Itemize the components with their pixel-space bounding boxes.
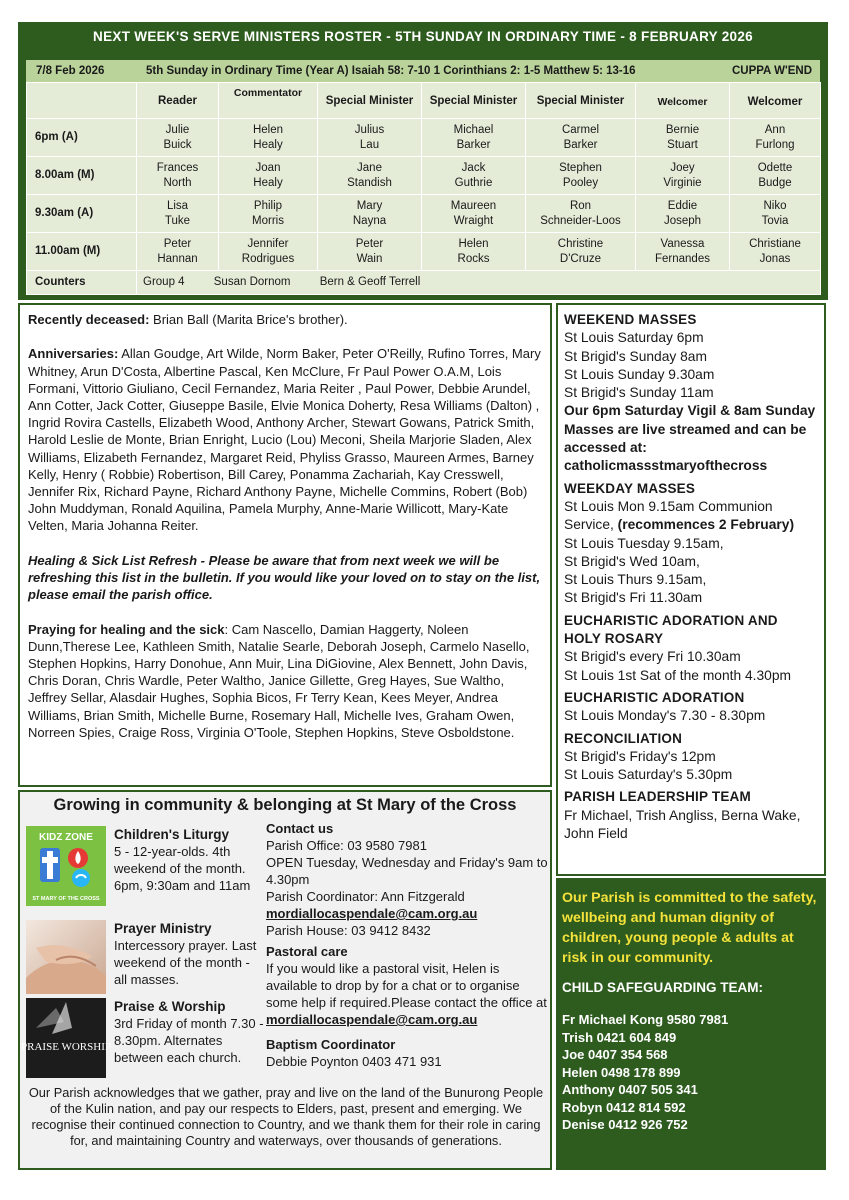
praise-worship-text bbox=[114, 998, 264, 1066]
roster-cell bbox=[422, 157, 526, 195]
praise-worship-desc: 3rd Friday of month 7.30 - 8.30pm. Alternates between each church. bbox=[114, 1016, 264, 1065]
counters-name: Bern & Geoff Terrell bbox=[319, 276, 421, 288]
roster-cell bbox=[526, 119, 636, 157]
first-name: Peter bbox=[355, 237, 384, 250]
roster-cell bbox=[422, 195, 526, 233]
livestream-note: Our 6pm Saturday Vigil & 8am Sunday Masses are live streamed and can be accessed at: catholicmassstmaryofthecross bbox=[564, 403, 816, 474]
counters-label: Counters bbox=[27, 271, 137, 295]
deceased-text: Brian Ball (Marita Brice's brother). bbox=[149, 312, 348, 327]
last-name: Pooley bbox=[562, 176, 599, 189]
communion-service: St Louis Mon 9.15am Communion Service, bbox=[564, 498, 773, 533]
col-header: Commentator bbox=[219, 83, 318, 119]
list-item: St Louis Thurs 9.15am, bbox=[564, 572, 707, 588]
svg-text:KIDZ ZONE: KIDZ ZONE bbox=[39, 832, 93, 843]
list-item: St Brigid's Fri 11.30am bbox=[564, 590, 703, 606]
mass-time: 9.30am (A) bbox=[27, 195, 137, 233]
first-name: Jack bbox=[461, 161, 486, 174]
table-row bbox=[27, 195, 821, 233]
adoration-rosary-heading: EUCHARISTIC ADORATION AND HOLY ROSARY bbox=[564, 612, 778, 647]
roster-cell bbox=[422, 233, 526, 271]
list-item: St Brigid's Wed 10am, bbox=[564, 553, 700, 569]
pastoral-care-text: If you would like a pastoral visit, Helen is available to drop by for a chat or to organise some help if required.Please contact the office at bbox=[266, 961, 547, 1010]
list-item: Fr Michael Kong 9580 7981 bbox=[562, 1012, 729, 1027]
parish-coordinator: Parish Coordinator: Ann Fitzgerald bbox=[266, 889, 465, 904]
pastoral-care-heading: Pastoral care bbox=[266, 944, 348, 959]
last-name: Jonas bbox=[759, 252, 791, 265]
roster-header-row bbox=[27, 83, 821, 119]
childrens-liturgy-desc: 5 - 12-year-olds. 4th weekend of the month. 6pm, 9:30am and 11am bbox=[114, 844, 251, 893]
roster-table bbox=[26, 82, 821, 295]
cuppa-weekend: CUPPA W'END bbox=[731, 65, 812, 77]
leadership-team: Fr Michael, Trish Angliss, Berna Wake, John Field bbox=[564, 807, 801, 842]
col-header: Special Minister bbox=[422, 83, 526, 119]
first-name: Jennifer bbox=[247, 237, 289, 250]
first-name: Niko bbox=[763, 199, 787, 212]
list-item: St Brigid's Friday's 12pm bbox=[564, 748, 716, 764]
roster-cell bbox=[137, 119, 219, 157]
leadership-heading: PARISH LEADERSHIP TEAM bbox=[564, 789, 751, 805]
first-name: Bernie bbox=[665, 123, 700, 136]
country-acknowledgement: Our Parish acknowledges that we gather, pray and live on the land of the Bunurong People of the Kulin nation, and pay our respects to Elders, past, present and emerging. We recognise their continued connection to Country, and we thank them for their role in caring for, and maintaining Country and waterways, over thousands of generations. bbox=[28, 1085, 544, 1148]
roster-cell bbox=[219, 195, 318, 233]
roster-cell bbox=[730, 195, 821, 233]
prayer-ministry-title: Prayer Ministry bbox=[114, 921, 212, 936]
last-name: Healy bbox=[253, 176, 283, 189]
list-item: Trish 0421 604 849 bbox=[562, 1029, 677, 1045]
last-name: Tuke bbox=[164, 214, 191, 227]
col-header: Welcomer bbox=[730, 83, 821, 119]
kidz-zone-logo bbox=[26, 826, 106, 906]
last-name: Wain bbox=[356, 252, 383, 265]
first-name: Christiane bbox=[749, 237, 801, 250]
last-name: Barker bbox=[456, 138, 491, 151]
list-item: Helen 0498 178 899 bbox=[562, 1064, 681, 1080]
masses-panel bbox=[556, 303, 826, 876]
roster-cell bbox=[636, 195, 730, 233]
last-name: Standish bbox=[347, 176, 392, 189]
last-name: Nayna bbox=[352, 214, 387, 227]
roster-cell bbox=[526, 157, 636, 195]
roster-cell bbox=[219, 119, 318, 157]
last-name: Budge bbox=[758, 176, 792, 189]
list-item: St Brigid's every Fri 10.30am bbox=[564, 649, 741, 665]
community-panel bbox=[18, 790, 552, 1170]
first-name: Eddie bbox=[667, 199, 698, 212]
roster-cell bbox=[730, 119, 821, 157]
safeguarding-commitment: Our Parish is committed to the safety, wellbeing and human dignity of children, young people & adults at risk in our community. bbox=[562, 890, 817, 966]
roster-cell bbox=[137, 195, 219, 233]
prayer-ministry-desc: Intercessory prayer. Last weekend of the month - all masses. bbox=[114, 938, 257, 987]
first-name: Helen bbox=[252, 123, 284, 136]
last-name: Virginie bbox=[663, 176, 702, 189]
anniversaries-label: Anniversaries: bbox=[28, 346, 119, 362]
last-name: Guthrie bbox=[454, 176, 493, 189]
healing-refresh-notice: Healing & Sick List Refresh - Please be aware that from next week we will be refreshing this list in the bulletin. If you would like your loved on to stay on the list, please email the parish office. bbox=[28, 552, 541, 603]
roster-cell bbox=[526, 195, 636, 233]
community-title: Growing in community & belonging at St Mary of the Cross bbox=[53, 796, 517, 814]
first-name: Carmel bbox=[561, 123, 600, 136]
roster-cell bbox=[636, 119, 730, 157]
hands-photo bbox=[26, 920, 106, 994]
first-name: Stephen bbox=[559, 161, 602, 174]
list-item: St Louis Saturday's 5.30pm bbox=[564, 767, 733, 783]
last-name: Wraight bbox=[453, 214, 494, 227]
first-name: Jane bbox=[357, 161, 382, 174]
reconciliation-heading: RECONCILIATION bbox=[564, 730, 683, 746]
praise-worship-logo bbox=[21, 998, 111, 1078]
col-header: Special Minister bbox=[526, 83, 636, 119]
roster-readings-bar bbox=[26, 60, 820, 82]
parish-office-phone: Parish Office: 03 9580 7981 bbox=[266, 838, 427, 853]
first-name: Joey bbox=[670, 161, 695, 174]
roster-cell bbox=[318, 233, 422, 271]
baptism-contact: Debbie Poynton 0403 471 931 bbox=[266, 1054, 442, 1069]
mass-time: 8.00am (M) bbox=[27, 157, 137, 195]
roster-cell bbox=[526, 233, 636, 271]
roster-cell bbox=[318, 195, 422, 233]
office-hours: OPEN Tuesday, Wednesday and Friday's 9am to 4.30pm bbox=[266, 855, 548, 887]
first-name: Michael bbox=[453, 123, 494, 136]
roster-cell bbox=[730, 157, 821, 195]
list-item: St Brigid's Sunday 11am bbox=[564, 385, 714, 401]
notices-panel bbox=[18, 303, 552, 787]
mass-time: 6pm (A) bbox=[27, 119, 137, 157]
last-name: Hannan bbox=[157, 252, 198, 265]
first-name: Julius bbox=[354, 123, 385, 136]
roster-inner bbox=[26, 60, 820, 295]
first-name: Ann bbox=[764, 123, 786, 136]
counters-group: Group 4 bbox=[143, 276, 185, 288]
list-item: St Louis Monday's 7.30 - 8.30pm bbox=[564, 708, 766, 724]
last-name: Joseph bbox=[663, 214, 702, 227]
counters-name: Susan Dornom bbox=[213, 276, 291, 288]
table-row bbox=[27, 157, 821, 195]
first-name: Vanessa bbox=[660, 237, 705, 250]
baptism-heading: Baptism Coordinator bbox=[266, 1037, 396, 1052]
safeguarding-team-heading: CHILD SAFEGUARDING TEAM: bbox=[562, 980, 763, 995]
last-name: Schneider-Loos bbox=[540, 214, 621, 227]
first-name: Christine bbox=[557, 237, 604, 250]
roster-cell bbox=[636, 157, 730, 195]
anniversaries bbox=[28, 345, 542, 534]
pastoral-email-link[interactable]: mordiallocaspendale@cam.org.au bbox=[266, 1012, 478, 1027]
roster-readings: 5th Sunday in Ordinary Time (Year A) Isaiah 58: 7-10 1 Corinthians 2: 1-5 Matthew 5: 13-16 bbox=[146, 65, 636, 77]
svg-text:PRAISE WORSHIP: PRAISE WORSHIP bbox=[21, 1041, 111, 1053]
first-name: Mary bbox=[356, 199, 383, 212]
roster-cell bbox=[636, 233, 730, 271]
roster-cell bbox=[730, 233, 821, 271]
recently-deceased bbox=[28, 311, 542, 328]
safeguarding-panel bbox=[556, 878, 826, 1170]
col-header: Welcomer bbox=[636, 83, 730, 119]
roster-cell bbox=[318, 157, 422, 195]
childrens-liturgy-text bbox=[114, 826, 264, 894]
deceased-label: Recently deceased: bbox=[28, 312, 150, 327]
roster-title: NEXT WEEK'S SERVE MINISTERS ROSTER - 5TH SUNDAY IN ORDINARY TIME - 8 FEBRUARY 2026 bbox=[93, 29, 753, 44]
counters-cell bbox=[137, 271, 821, 295]
roster-date: 7/8 Feb 2026 bbox=[36, 65, 105, 77]
svg-text:ST MARY OF THE CROSS: ST MARY OF THE CROSS bbox=[32, 896, 100, 902]
list-item: Joe 0407 354 568 bbox=[562, 1047, 668, 1062]
last-name: Morris bbox=[252, 214, 284, 227]
first-name: Helen bbox=[458, 237, 489, 250]
first-name: Maureen bbox=[450, 199, 497, 212]
parish-house-phone: Parish House: 03 9412 8432 bbox=[266, 923, 431, 938]
first-name: Julie bbox=[165, 123, 190, 136]
list-item: St Louis Sunday 9.30am bbox=[564, 366, 715, 382]
first-name: Joan bbox=[255, 161, 281, 174]
list-item: St Brigid's Sunday 8am bbox=[564, 348, 707, 364]
roster-cell bbox=[219, 157, 318, 195]
last-name: Barker bbox=[563, 138, 598, 151]
roster-cell bbox=[219, 233, 318, 271]
col-header: Reader bbox=[137, 83, 219, 119]
last-name: Rodrigues bbox=[241, 252, 295, 265]
childrens-liturgy-title: Children's Liturgy bbox=[114, 827, 229, 842]
roster-cell bbox=[137, 233, 219, 271]
col-header: Special Minister bbox=[318, 83, 422, 119]
last-name: Healy bbox=[253, 138, 283, 151]
contact-section bbox=[266, 818, 550, 1070]
list-item bbox=[564, 498, 818, 535]
anniversaries-text: Allan Goudge, Art Wilde, Norm Baker, Peter O'Reilly, Rufino Torres, Mary Whitney, Arun D'Costa, Albertine Pascal, Ken McClure, Fr Paul Power O.A.M, Lois Formani, Vittorio Giuliano, Cecil Fernandez, Maria Reiter , Paul Power, Debbie Arundel, Ann Cotter, Jack Cotter, Giuseppe Basile, Elvie Monica Doherty, Resa Williams (Dalton) , Ingrid Rovira Castells, Elizabeth Wood, Anthony Archer, Stewart Gowans, Patrick Smith, Harold Leslie de Monte, Brian Enright, Lucio (Lou) Meconi, Sheila Marjorie Sladen, Alex Williams, Elizabeth Fernandez, Margaret Reid, Phyliss Grasso, Maureen Armes, Barney Kelly, Henry ( Robbie) Robertison, Bill Carey, Ponamma Zachariah, Kay Cresswell, Jennifer Rix, Richard Payne, Richard Anthony Payne, Michelle Commins, Robert (Bob) John Muddyman, Ronald Aquilina, Pamela Murphy, Anne-Marie Willicott, Mary-Kate Velten, Maria Johanna Reiter. bbox=[28, 346, 541, 534]
list-item: St Louis Saturday 6pm bbox=[564, 330, 704, 346]
last-name: Fernandes bbox=[655, 252, 710, 265]
list-item: St Louis 1st Sat of the month 4.30pm bbox=[564, 667, 792, 683]
last-name: Lau bbox=[359, 138, 380, 151]
last-name: Rocks bbox=[457, 252, 490, 265]
last-name: North bbox=[163, 176, 192, 189]
list-item: Denise 0412 926 752 bbox=[562, 1117, 688, 1132]
last-name: Stuart bbox=[667, 138, 698, 151]
counters-row bbox=[27, 271, 821, 295]
first-name: Philip bbox=[253, 199, 283, 212]
weekday-masses-heading: WEEKDAY MASSES bbox=[564, 480, 696, 496]
sick-list bbox=[28, 621, 542, 741]
list-item: Anthony 0407 505 341 bbox=[562, 1082, 698, 1097]
weekend-masses-heading: WEEKEND MASSES bbox=[564, 312, 697, 327]
roster-cell bbox=[422, 119, 526, 157]
prayer-ministry-text bbox=[114, 920, 264, 988]
roster-panel bbox=[18, 22, 828, 300]
first-name: Lisa bbox=[166, 199, 189, 212]
roster-cell bbox=[137, 157, 219, 195]
mass-time: 11.00am (M) bbox=[27, 233, 137, 271]
adoration-heading: EUCHARISTIC ADORATION bbox=[564, 689, 745, 705]
first-name: Odette bbox=[757, 161, 793, 174]
first-name: Frances bbox=[156, 161, 199, 174]
table-row bbox=[27, 119, 821, 157]
contact-heading: Contact us bbox=[266, 821, 334, 836]
last-name: Buick bbox=[163, 138, 192, 151]
first-name: Ron bbox=[569, 199, 592, 212]
first-name: Peter bbox=[163, 237, 192, 250]
sick-label: Praying for healing and the sick bbox=[28, 621, 225, 637]
recommence-note: (recommences 2 February) bbox=[617, 517, 795, 533]
last-name: Tovia bbox=[761, 214, 789, 227]
list-item: Robyn 0412 814 592 bbox=[562, 1099, 686, 1115]
sick-text: : Cam Nascello, Damian Haggerty, Noleen Dunn,Therese Lee, Kathleen Smith, Natalie Searle, Deborah Joseph, Carmelo Nasello, Stephen Hopkins, Harry Donohue, Ann Muir, Lina DiGiovine, Alex Bennett, John Davis, Chris Doran, Chris Wardle, Peter Waltho, Janice Gillette, Greg Hayes, Sue Waltho, Jeffrey Sellar, Alasdair Hughes, Sophia Bicos, Fr Terry Kean, Kees Meyer, Andrea Williams, Brian Smith, Michelle Burne, Rosemary Hall, Michelle Ives, Graham Owen, Norreen Spies, Craige Ross, Virginia O'Toole, Stephen Hopkins, Steve Osboldstone. bbox=[28, 621, 530, 740]
list-item: St Louis Tuesday 9.15am, bbox=[564, 535, 724, 551]
praise-worship-title: Praise & Worship bbox=[114, 999, 226, 1014]
table-row bbox=[27, 233, 821, 271]
last-name: D'Cruze bbox=[559, 252, 602, 265]
last-name: Furlong bbox=[755, 138, 795, 151]
parish-email-link[interactable]: mordiallocaspendale@cam.org.au bbox=[266, 906, 478, 921]
roster-cell bbox=[318, 119, 422, 157]
